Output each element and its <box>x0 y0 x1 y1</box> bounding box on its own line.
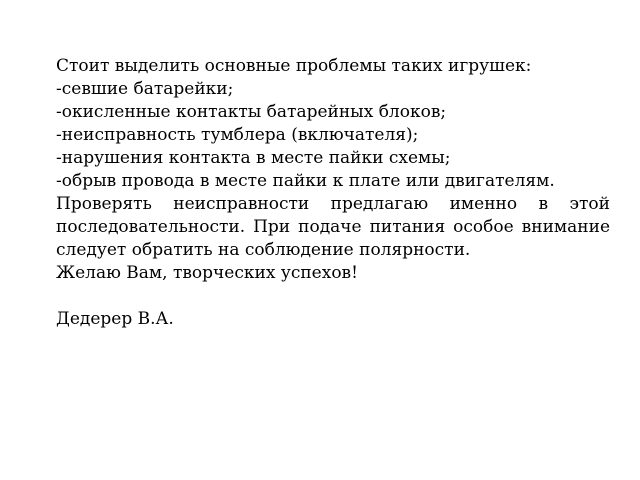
closing-line: Желаю Вам, творческих успехов! <box>56 263 358 283</box>
problem-item: -окисленные контакты батарейных блоков; <box>56 102 447 122</box>
problem-item: -севшие батарейки; <box>56 79 234 99</box>
advice-paragraph: Проверять неисправности предлагаю именно в этой последовательности. При подаче питания особое внимание следует обратить на соблюдение полярности. <box>56 194 610 260</box>
spacer <box>56 285 610 308</box>
problem-item: -обрыв провода в месте пайки к плате или двигателям. <box>56 171 555 191</box>
text-block <box>56 55 610 331</box>
author-signature: Дедерер В.А. <box>56 309 174 329</box>
problem-item: -нарушения контакта в месте пайки схемы; <box>56 148 451 168</box>
problem-item: -неисправность тумблера (включателя); <box>56 125 419 145</box>
intro-line: Стоит выделить основные проблемы таких игрушек: <box>56 56 532 76</box>
